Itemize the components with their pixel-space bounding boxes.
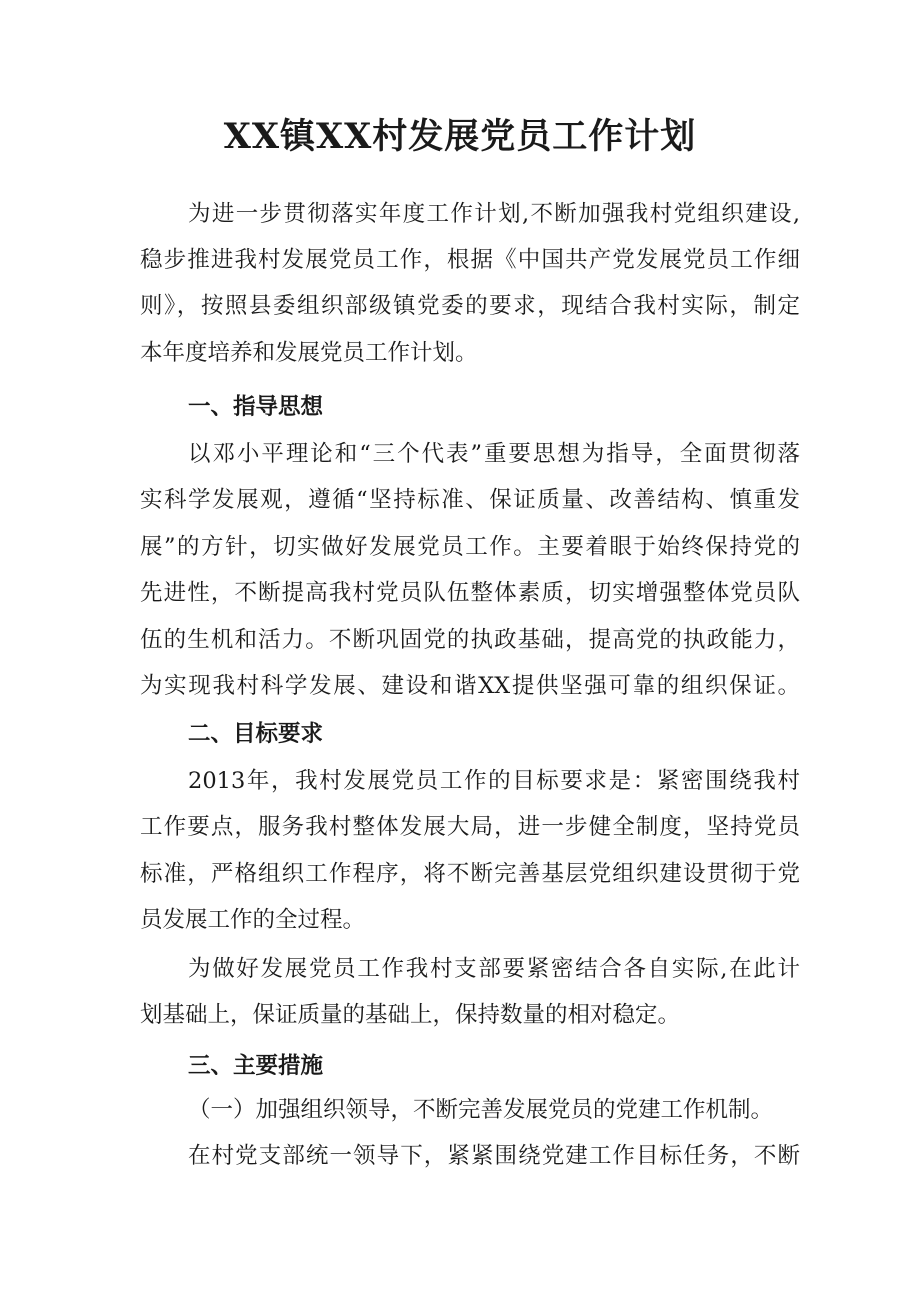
section2-line: 划基础上，保证质量的基础上，保持数量的相对稳定。 <box>140 1002 681 1028</box>
section2-line: 2013年，我村发展党员工作的目标要求是：紧密围绕我村 <box>188 768 800 794</box>
intro-line: 为进一步贯彻落实年度工作计划,不断加强我村党组织建设, <box>188 201 800 227</box>
section2-line: 工作要点，服务我村整体发展大局，进一步健全制度，坚持党员 <box>140 814 800 840</box>
intro-line: 稳步推进我村发展党员工作，根据《中国共产党发展党员工作细 <box>140 247 800 273</box>
section3-line: 在村党支部统一领导下，紧紧围绕党建工作目标任务，不断 <box>188 1143 800 1169</box>
section2-line: 员发展工作的全过程。 <box>140 907 366 933</box>
section1-line: 以邓小平理论和“三个代表”重要思想为指导，全面贯彻落 <box>188 441 800 467</box>
section1-line: 为实现我村科学发展、建设和谐XX提供坚强可靠的组织保证。 <box>140 673 800 699</box>
document-title: XX镇XX村发展党员工作计划 <box>223 116 697 157</box>
intro-line: 本年度培养和发展党员工作计划。 <box>140 340 478 366</box>
section2-line: 为做好发展党员工作我村支部要紧密结合各自实际,在此计 <box>188 956 800 982</box>
section1-line: 伍的生机和活力。不断巩固党的执政基础，提高党的执政能力， <box>140 627 800 653</box>
section1-line: 先进性，不断提高我村党员队伍整体素质，切实增强整体党员队 <box>140 580 800 606</box>
section-heading-goals: 二、目标要求 <box>188 721 324 747</box>
section1-line: 实科学发展观，遵循“坚持标准、保证质量、改善结构、慎重发 <box>140 487 800 513</box>
section-heading-measures: 三、主要措施 <box>188 1053 324 1079</box>
section1-line: 展”的方针，切实做好发展党员工作。主要着眼于始终保持党的 <box>140 534 800 560</box>
subsection-heading: （一）加强组织领导，不断完善发展党员的党建工作机制。 <box>188 1097 774 1123</box>
section2-line: 标准，严格组织工作程序，将不断完善基层党组织建设贯彻于党 <box>140 861 800 887</box>
section-heading-guiding-thought: 一、指导思想 <box>188 394 324 420</box>
intro-line: 则》，按照县委组织部级镇党委的要求，现结合我村实际，制定 <box>140 293 800 319</box>
